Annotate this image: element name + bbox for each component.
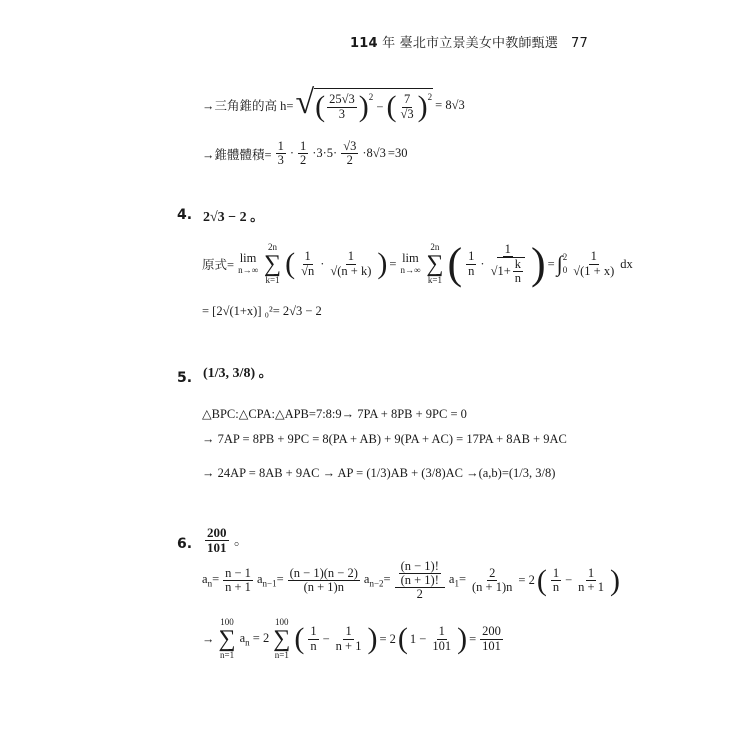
- q6-line-2: → 100 ∑ n=1 $a_n = 2$ 100 ∑ n=1 ( $\frac{1}{n}$ − $\frac{1}{n + 1}$ ) = 2 ( 1 − $\frac{1}{101}$ ) = $\frac{200}{101}$: [202, 617, 501, 660]
- volume-line: →錐體體積= $\frac{1}{3}$ · $\frac{1}{2}$ ·3·5· $\frac{√3}{2}$ ·8√3 =30: [202, 139, 408, 168]
- height-line: [202, 84, 465, 123]
- header-title: 年 臺北市立景美女中教師甄選: [382, 36, 559, 51]
- question-5-answer: (1/3, 3/8) 。: [203, 366, 273, 381]
- question-4-answer: 2√3 − 2 。: [203, 210, 265, 225]
- height-prefix: →三角錐的高 h=: [202, 99, 294, 113]
- question-4-number: 4.: [177, 207, 193, 223]
- q4-original-label: 原式=: [202, 258, 235, 272]
- header-year: 114: [350, 36, 378, 51]
- page-header: [350, 32, 588, 51]
- height-result: = 8√3: [435, 97, 465, 112]
- volume-result: =30: [387, 146, 408, 161]
- q6-line-1: $a_n=$ $\frac{n - 1}{n + 1}$ $a_{n-1}=$ $\frac{(n - 1)(n - 2)}{(n + 1)n}$ $a_{n-2}=$ $\frac{\frac{(n - 1)!}{(n + 1)!}}{2}$ $a_1=$ $\frac{2}{(n + 1)n}$ = 2 ( $\frac{1}{n}$ − $\frac{1}{n + 1}$ ): [202, 559, 620, 602]
- q5-line-3: → 24AP = 8AB + 9AC → AP = (1/3)AB + (3/8)AC →(a,b)=(1/3, 3/8): [202, 466, 556, 480]
- volume-prefix: →錐體體積=: [202, 147, 272, 162]
- question-5-number: 5.: [177, 370, 193, 386]
- q4-result: = [2√(1+x)] ₀²= 2√3 − 2: [202, 304, 322, 318]
- height-radical: √ ( $\frac{25√3}{3}$ ) $^2$ − ( $\frac{7}{√3}$ ) $^2$: [295, 84, 433, 123]
- page-number: 77: [571, 36, 588, 51]
- q5-line-1: △BPC:△CPA:△APB=7:8:9→ 7PA + 8PB + 9PC = 0: [202, 407, 467, 421]
- q5-line-2: → 7AP = 8PB + 9PC = 8(PA + AB) + 9(PA + AC) = 17PA + 8AB + 9AC: [202, 432, 567, 446]
- question-6-number: 6.: [177, 536, 193, 552]
- q4-line-1: 原式= lim n→∞ 2n ∑ k=1 ( $\frac{1}{√n}$ · $\frac{1}{√(n + k)}$ ) = lim n→∞ 2n ∑ k=1 ( $\frac{1}{n}$ · 1 √ 1+ $\frac{k}{n}$ ) = ∫ 2 0 $\frac{1}{√(1 + x)}$ dx: [202, 239, 633, 288]
- q4-line-2: [202, 304, 322, 319]
- question-6-answer: $\frac{200}{101}$ 。: [207, 525, 248, 555]
